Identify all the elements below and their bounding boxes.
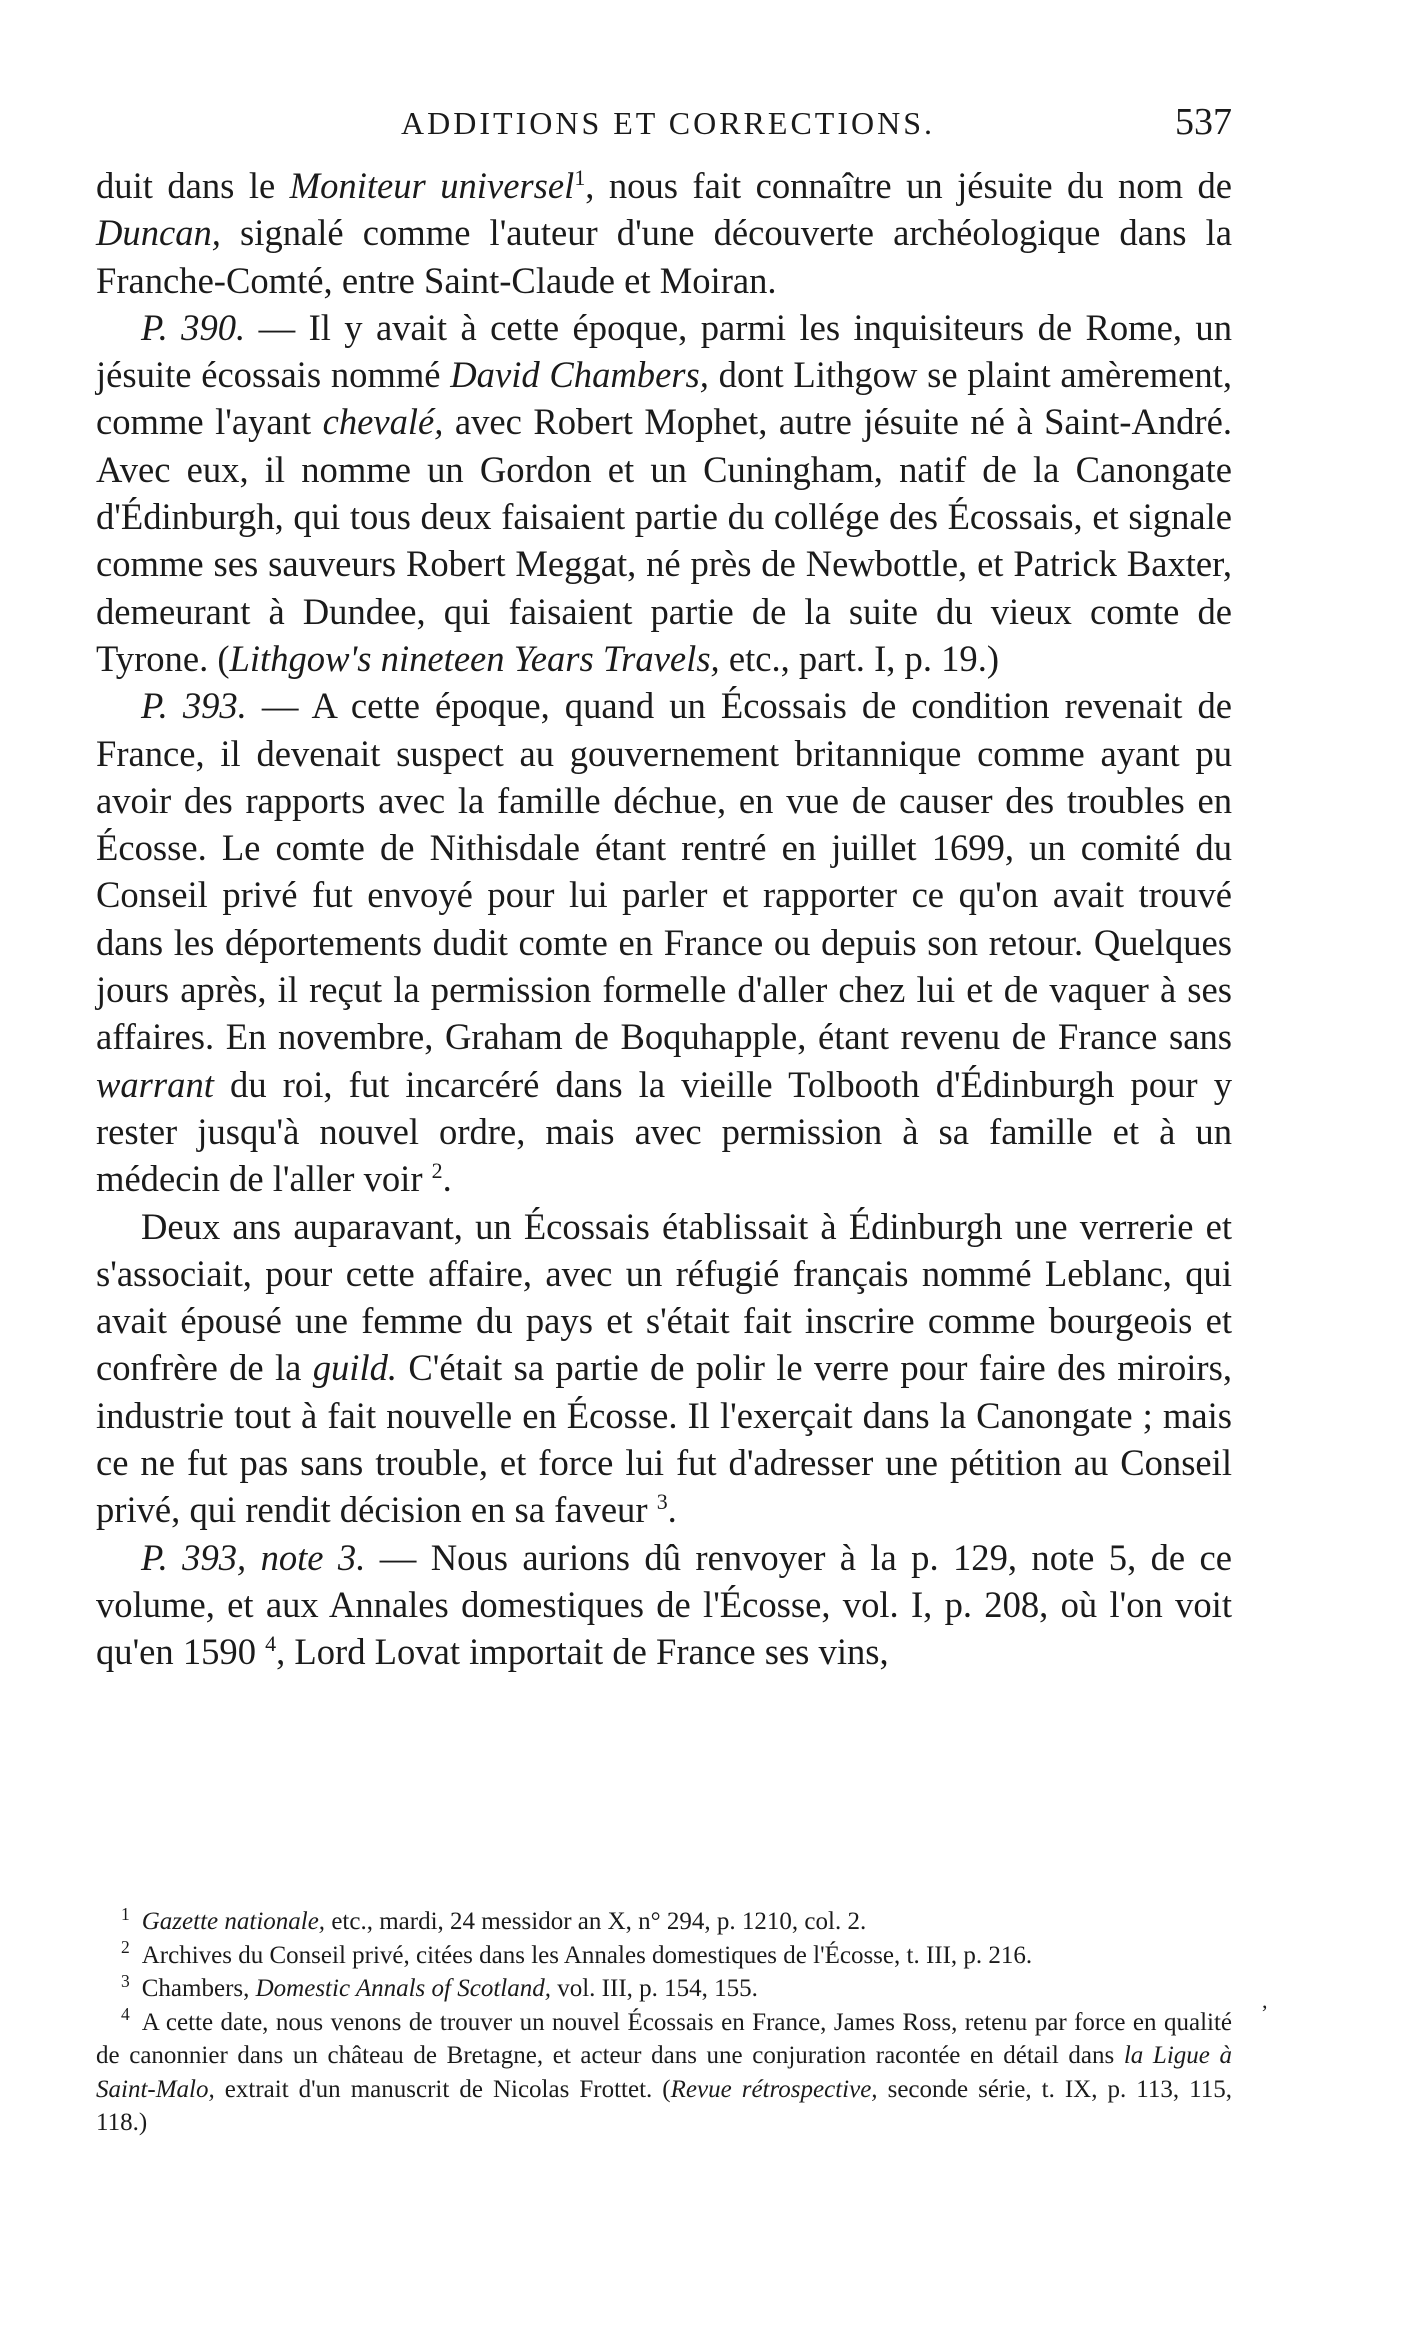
paragraph-verrerie xyxy=(96,1203,1232,1534)
text-run: A cette date, nous venons de trouver un nouvel Écossais en France, James Ross, retenu par force en qualité de canonnier dans un château de Bretagne, et acteur dans une conjuration racontée en détail dans xyxy=(96,2008,1232,2069)
stray-print-mark: , xyxy=(1262,1988,1268,2013)
text-run: Archives du Conseil privé, citées dans les Annales domestiques de l'Écosse, t. III, p. 216. xyxy=(141,1941,1033,1969)
paragraph-continuation xyxy=(96,162,1232,304)
footnote-ref: 2 xyxy=(431,1158,443,1184)
page-reference: P. 390. xyxy=(141,306,246,348)
footnote-mark: 1 xyxy=(121,1903,130,1924)
footnote-ref: 4 xyxy=(265,1631,277,1657)
italic-title: la Ligue à Saint-Malo, xyxy=(96,2042,1232,2103)
italic-title: Moniteur universel xyxy=(289,165,575,206)
italic-title: Revue rétrospective, xyxy=(670,2075,878,2103)
text-run: etc., mardi, 24 messidor an X, n° 294, p. 1210, col. 2. xyxy=(325,1908,867,1935)
text-run: Deux ans auparavant, un Écossais établissait à Édinburgh une verrerie et s'associait, pour cette affaire, avec un réfugié français nommé Leblanc, qui avait épousé une femme du pays et s'était fait inscrire comme bourgeois et confrère de la xyxy=(96,1205,1232,1389)
paragraph-p390 xyxy=(96,304,1232,682)
footnote-mark: 2 xyxy=(121,1937,130,1958)
italic-word: warrant xyxy=(96,1063,214,1105)
page-reference: P. 393. xyxy=(141,685,247,727)
text-run: . xyxy=(667,1489,677,1531)
text-run: — Nous aurions dû renvoyer à la p. 129, note 5, de ce volume, et aux Annales domestiques de l'Écosse, vol. I, p. 208, où l'on voit qu'en 1590 xyxy=(96,1536,1232,1673)
document-page xyxy=(96,100,1232,1676)
footnote-mark: 4 xyxy=(121,2004,130,2025)
italic-title: Gazette nationale, xyxy=(141,1908,326,1935)
text-run: signalé comme l'auteur d'une découverte archéologique dans la Franche-Comté, entre Saint-Claude et Moiran. xyxy=(96,212,1232,301)
paragraph-p393 xyxy=(96,682,1232,1202)
footnotes xyxy=(96,1905,1232,2140)
text-run: duit dans le xyxy=(96,165,290,206)
footnote-3 xyxy=(96,1972,1232,2006)
italic-word: guild. xyxy=(312,1347,398,1389)
text-run: — A cette époque, quand un Écossais de condition revenait de France, il devenait suspect au gouvernement britannique comme ayant pu avoir des rapports avec la famille déchue, en vue de causer des troubles en Écosse. Le comte de Nithisdale étant rentré en juillet 1699, un comité du Conseil privé fut envoyé pour lui parler et rapporter ce qu'on avait trouvé dans les déportements dudit comte en France ou depuis son retour. Quelques jours après, il reçut la permission formelle d'aller chez lui et de vaquer à ses affaires. En novembre, Graham de Boquhapple, étant revenu de France sans xyxy=(96,685,1232,1058)
footnote-ref: 1 xyxy=(574,164,586,190)
footnote-mark: 3 xyxy=(121,1970,130,1991)
footnote-ref: 3 xyxy=(656,1489,668,1515)
italic-name: Duncan, xyxy=(96,212,221,254)
page-reference: P. 393, note 3. xyxy=(141,1536,366,1578)
page-header xyxy=(96,100,1232,148)
text-run: extrait d'un manuscrit de Nicolas Frottet. ( xyxy=(214,2075,671,2103)
italic-name: David Chambers, xyxy=(450,354,709,396)
text-run: seconde série, t. IX, p. 113, 115, 118.) xyxy=(96,2075,1232,2136)
text-run: — Il y avait à cette époque, parmi les inquisiteurs de Rome, un jésuite écossais nommé xyxy=(96,306,1232,396)
page-number: 537 xyxy=(1175,101,1232,143)
text-run: , Lord Lovat importait de France ses vins, xyxy=(276,1631,889,1673)
footnote-2 xyxy=(96,1939,1232,1973)
text-run: C'était sa partie de polir le verre pour faire des miroirs, industrie tout à fait nouvelle en Écosse. Il l'exerçait dans la Canongate ; mais ce ne fut pas sans trouble, et force lui fut d'adresser une pétition au Conseil privé, qui rendit décision en sa faveur xyxy=(96,1347,1232,1531)
text-run: avec Robert Mophet, autre jésuite né à Saint-André. Avec eux, il nomme un Gordon et un Cuningham, natif de la Canongate d'Édinburgh, qui tous deux faisaient partie du collége des Écossais, et signale comme ses sauveurs Robert Meggat, né près de Newbottle, et Patrick Baxter, demeurant à Dundee, qui faisaient partie de la suite du vieux comte de Tyrone. ( xyxy=(96,401,1232,679)
text-run: du roi, fut incarcéré dans la vieille Tolbooth d'Édinburgh pour y rester jusqu'à nouvel ordre, mais avec permission à sa famille et à un médecin de l'aller voir xyxy=(96,1063,1232,1200)
text-run: etc., part. I, p. 19.) xyxy=(719,637,1000,679)
footnote-4 xyxy=(96,2006,1232,2140)
text-run: vol. III, p. 154, 155. xyxy=(550,1975,758,2002)
italic-word: chevalé, xyxy=(322,401,444,443)
text-run: , nous fait connaître un jésuite du nom de xyxy=(585,165,1233,206)
body-text xyxy=(96,162,1232,1676)
italic-title: Domestic Annals of Scotland, xyxy=(255,1975,551,2002)
text-run: . xyxy=(442,1158,452,1200)
italic-title: Lithgow's nineteen Years Travels, xyxy=(229,637,720,679)
text-run: dont Lithgow se plaint amèrement, comme l'ayant xyxy=(96,354,1232,443)
running-title: ADDITIONS ET CORRECTIONS. xyxy=(401,105,935,141)
footnote-1 xyxy=(96,1905,1232,1939)
text-run: Chambers, xyxy=(141,1975,256,2002)
paragraph-p393-note3 xyxy=(96,1534,1232,1676)
